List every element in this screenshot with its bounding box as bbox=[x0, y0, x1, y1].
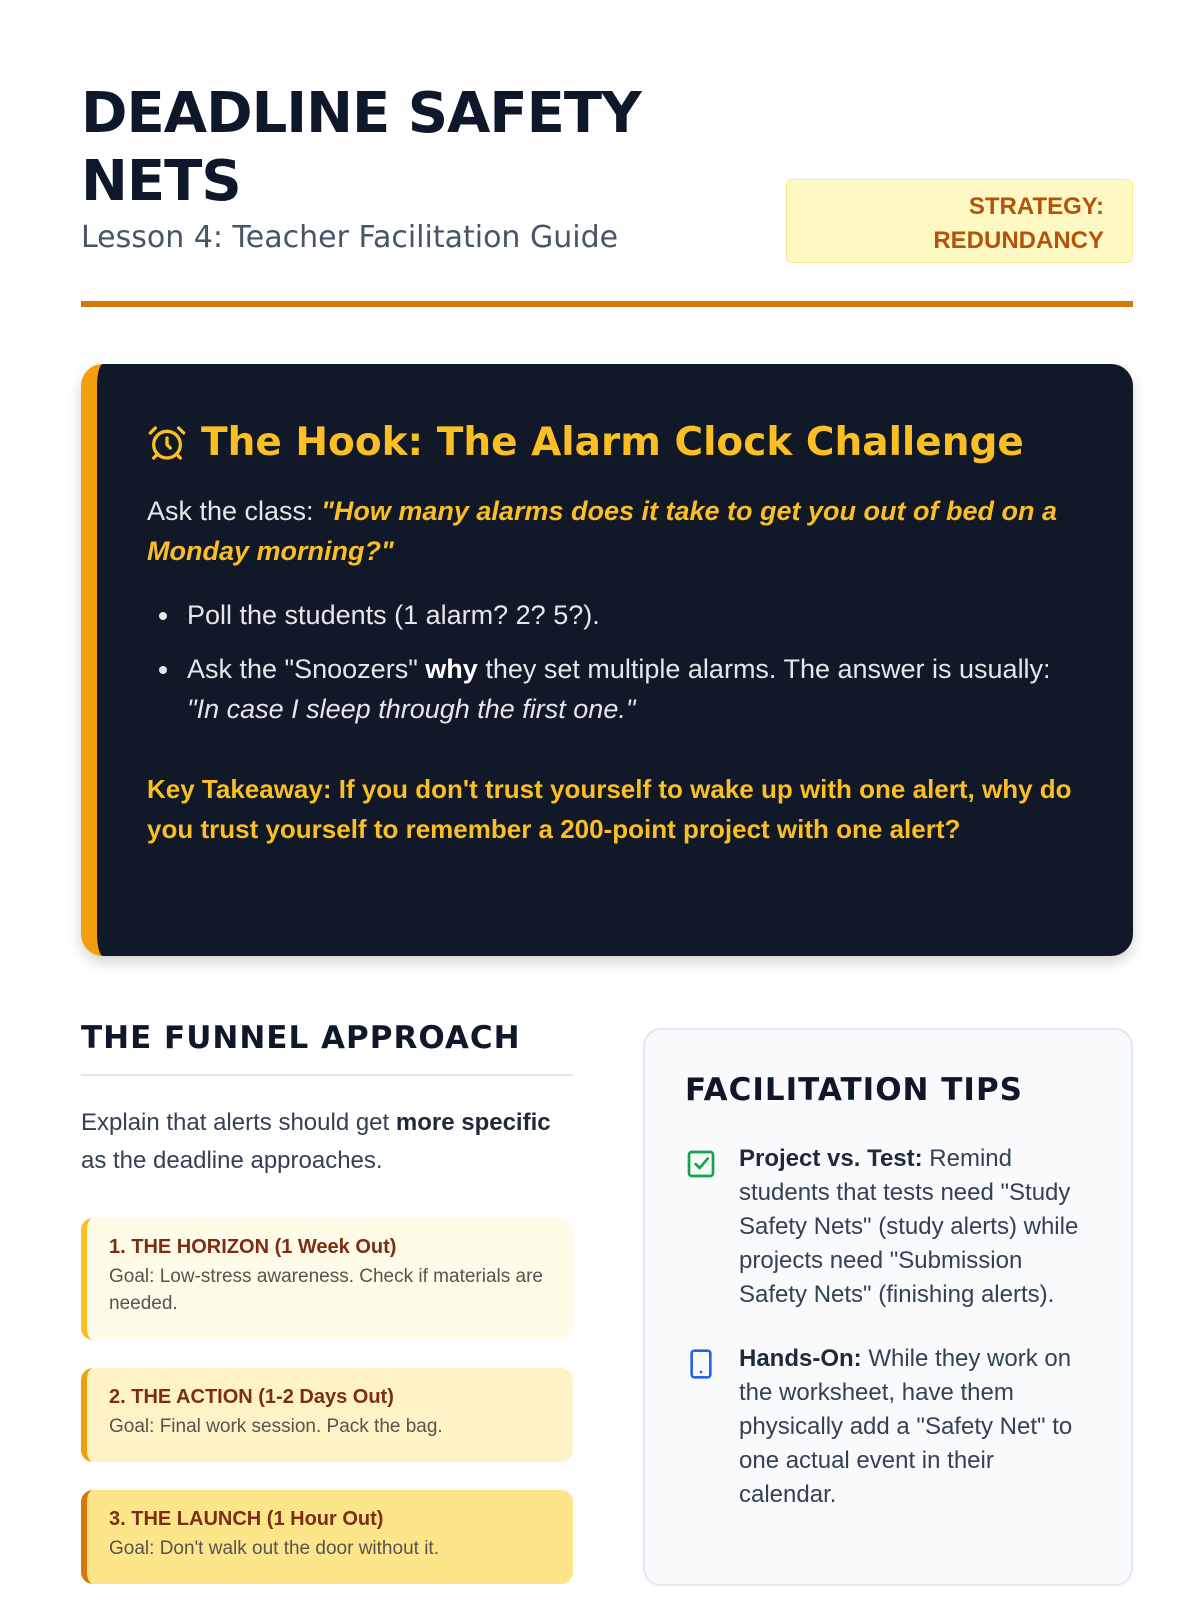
hook-card bbox=[81, 364, 1133, 956]
page-subtitle: Lesson 4: Teacher Facilitation Guide bbox=[81, 220, 619, 255]
stage-goal: Goal: Low-stress awareness. Check if materials are needed. bbox=[109, 1266, 543, 1314]
stage-goal: Goal: Don't walk out the door without it. bbox=[109, 1538, 439, 1559]
hook-bullet-snooze-b: they set multiple alarms. The answer is usually: bbox=[485, 654, 1051, 684]
hook-bullet-poll-text: Poll the students (1 alarm? 2? 5?). bbox=[187, 600, 600, 630]
hook-bullet-snooze-a: Ask the "Snoozers" bbox=[187, 654, 418, 684]
facilitation-tips-card bbox=[643, 1028, 1133, 1586]
stage-title: 1. THE HORIZON (1 Week Out) bbox=[109, 1236, 397, 1258]
hook-bullet-snooze-quote: "In case I sleep through the first one." bbox=[187, 694, 636, 724]
hook-ask-prefix: Ask the class: bbox=[147, 496, 314, 526]
header-divider bbox=[81, 301, 1133, 307]
tip-hands-on bbox=[685, 1342, 1091, 1512]
funnel-intro-b: as the deadline approaches. bbox=[81, 1147, 383, 1174]
strategy-badge: STRATEGY: REDUNDANCY bbox=[786, 179, 1133, 263]
phone-icon bbox=[685, 1348, 717, 1380]
tip-project-vs-test bbox=[685, 1142, 1091, 1312]
funnel-section bbox=[81, 1020, 573, 1559]
hook-bullets bbox=[147, 595, 1083, 729]
funnel-intro bbox=[81, 1104, 573, 1180]
stage-title: 3. THE LAUNCH (1 Hour Out) bbox=[109, 1508, 384, 1530]
funnel-stage-horizon bbox=[81, 1218, 573, 1340]
hook-bullet-snoozers bbox=[147, 649, 1083, 729]
funnel-intro-bold: more specific bbox=[395, 1109, 551, 1136]
tip-text: While they work on the worksheet, have them physically add a "Safety Net" to one actual event in their calendar. bbox=[739, 1345, 1073, 1508]
stage-goal: Goal: Final work session. Pack the bag. bbox=[109, 1416, 443, 1437]
tip-label: Project vs. Test: bbox=[739, 1145, 923, 1172]
tip-label: Hands-On: bbox=[739, 1345, 862, 1372]
hook-bullet-poll bbox=[147, 595, 1083, 635]
tip-text: Remind students that tests need "Study Safety Nets" (study alerts) while projects need "Submission Safety Nets" (finishing alerts). bbox=[739, 1145, 1079, 1308]
hook-title bbox=[147, 420, 1083, 465]
hook-title-text: The Hook: The Alarm Clock Challenge bbox=[201, 420, 1024, 465]
hook-bullet-snooze-bold: why bbox=[425, 654, 478, 684]
funnel-stage-launch bbox=[81, 1490, 573, 1584]
checkbox-icon bbox=[685, 1148, 717, 1180]
hook-question-text: "How many alarms does it take to get you out of bed on a Monday morning?" bbox=[147, 496, 1057, 566]
funnel-heading: THE FUNNEL APPROACH bbox=[81, 1020, 573, 1076]
funnel-intro-a: Explain that alerts should get bbox=[81, 1109, 390, 1136]
alarm-clock-icon bbox=[147, 423, 187, 463]
funnel-stage-action bbox=[81, 1368, 573, 1462]
tips-heading: FACILITATION TIPS bbox=[685, 1072, 1024, 1108]
key-takeaway: Key Takeaway: If you don't trust yourself to wake up with one alert, why do you trust yourself to remember a 200-point project with one alert? bbox=[147, 774, 1072, 844]
hook-question bbox=[147, 491, 1083, 571]
stage-title: 2. THE ACTION (1-2 Days Out) bbox=[109, 1386, 394, 1408]
page-title: DEADLINE SAFETY NETS bbox=[81, 81, 641, 214]
header bbox=[81, 80, 1133, 310]
